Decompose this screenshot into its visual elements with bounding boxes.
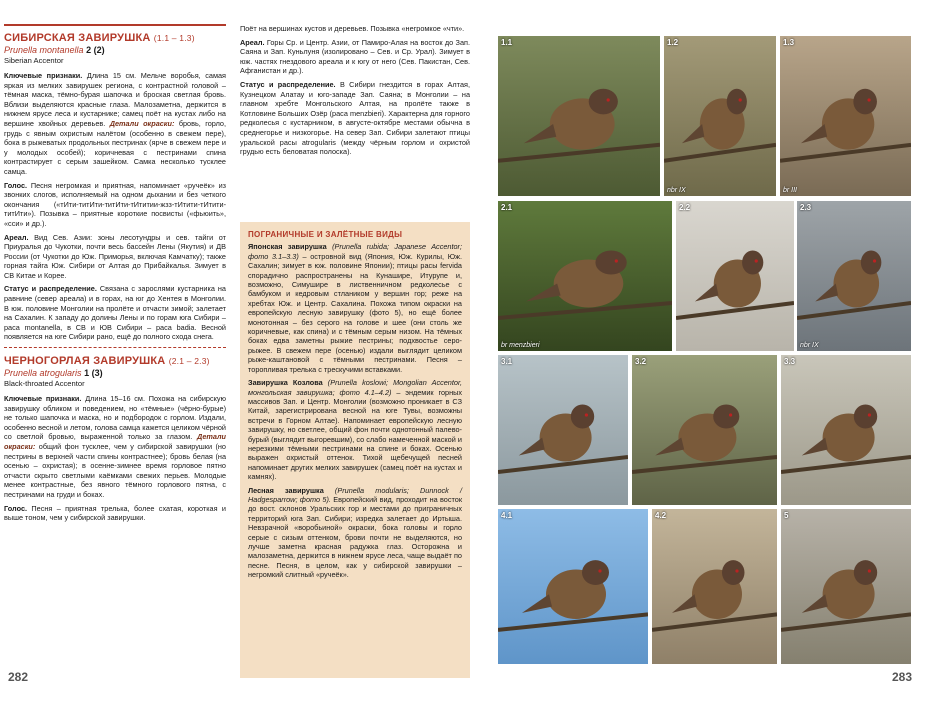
bird-photo — [498, 201, 672, 351]
paragraph-status: Статус и распределение. Связана с зарослями кустарника на равнине (север ареала) и в горах, на юг до Хентея в Монголии. В юж. половине Монголии на пролёте и отчасти зимой; залетает на Сахалин. К западу до долины Лены и по горам юга Сибири – раса montanella, в СВ и ЮВ Сибири – раса badia. Весной появляется на юге Сибири рано, ещё до полного схода снега. — [4, 284, 226, 342]
photo-caption: nbr IX — [800, 342, 819, 349]
bird-photo — [664, 36, 776, 196]
paragraph-status-2: Статус и распределение. В Сибири гнездится в горах Алтая, Кузнецком Алатау и юго-западе Зап. Саяна; в Монголии – на главном хребте Монгольского Алтая, на пролёте также в Котловине Больших Озёр (раса menzbieri). Характерна для горного редколесья с кустарником, в августе-октябре местами обычна в среднегорье и низкогорье. На север Зап. Сибири залетают птицы уральской расы atrogularis (между чёрным горлом и охристой грудью есть беловатая полоска). — [240, 79, 470, 157]
species-english-blackthroated: Black-throated Accentor — [4, 379, 85, 389]
left-text-column — [4, 24, 226, 684]
species-title-blackthroated: ЧЕРНОГОРЛАЯ ЗАВИРУШКА (2.1 – 2.3) — [4, 355, 210, 368]
species-latin-siberian: Prunella montanella 2 (2) — [4, 45, 105, 55]
section-rule — [4, 24, 226, 26]
bird-photo-image — [676, 201, 794, 351]
paragraph-range-2: Ареал. Горы Ср. и Центр. Азии, от Памиро-Алая на восток до Зап. Саяна и Зап. Куньлуня (изолировано – Сев. и Ср. Урал). Зимует в юж. частях гнездового ареала и к югу от него (Сев. Пакистан, Сев. Афганистан и др.). — [240, 37, 470, 76]
bird-photo — [632, 355, 777, 505]
species-latin-blackthroated: Prunella atrogularis 1 (3) — [4, 368, 103, 379]
photo-caption: br III — [783, 187, 798, 194]
species-english-siberian: Siberian Accentor — [4, 56, 64, 65]
bird-photo-image — [664, 36, 776, 196]
bird-photo — [498, 509, 648, 664]
photo-number-label: 1.3 — [783, 38, 795, 47]
photo-number-label: 2.1 — [501, 203, 513, 212]
bird-photo-image — [780, 36, 911, 196]
paragraph-voice: Голос. Песня негромкая и приятная, напоминает «ручеёк» из звонких слогов, исполняемый на одном дыхании и без четкого окончания («тИти-титИти-титИти-тИтитии-жзз-тИтити-тИтити-титИти»). Позывка – приятные короткие посвисты («фьюить», «сси» и др.). — [4, 180, 226, 228]
bird-photo — [780, 36, 911, 196]
photo-number-label: 3.3 — [784, 357, 796, 366]
photo-number-label: 2.3 — [800, 203, 812, 212]
bird-photo — [652, 509, 777, 664]
bird-photo — [498, 36, 660, 196]
species-divider — [4, 347, 226, 348]
border-species-sidebar — [240, 222, 470, 678]
bird-photo-image — [781, 355, 911, 505]
sidebar-kozlov: Завирушка Козлова (Prunella koslowi; Mongolian Accentor, монгольская завирушка; фото 4.1–4.2) – эндемик горных массивов Зап. и Центр. Монголии (возможно проникает в СЗ Китай, зарегистрирована весной на юге Тувы, возможны встречи в Горном Алтае). Напоминает европейскую лесную завирушку, но светлее, общий фон почти однотонный палево-бурый (выглядит выгоревшим), со слабо намеченной маской и нерезкими тёмными пестринами на спине и боках. Осенью выражен охристый оттенок. Тихой щебечущей песней напоминает других мелких завирушек (самец поёт на кустах и камнях). — [248, 378, 462, 482]
sidebar-heading: ПОГРАНИЧНЫЕ И ЗАЛЁТНЫЕ ВИДЫ — [248, 230, 403, 239]
photo-number-label: 2.2 — [679, 203, 691, 212]
bird-photo-image — [498, 509, 648, 664]
bird-photo — [781, 509, 911, 664]
bird-photo-image — [781, 509, 911, 664]
photo-number-label: 3.1 — [501, 357, 513, 366]
bird-photo — [797, 201, 911, 351]
bird-photo-image — [498, 355, 628, 505]
bird-photo-image — [797, 201, 911, 351]
photo-number-label: 4.1 — [501, 511, 513, 520]
bird-photo-image — [498, 36, 660, 196]
paragraph-features: Ключевые признаки. Длина 15 см. Мельче воробья, самая яркая из мелких завирушек региона, с контрастной головой – тёмная маска, тёмно-бурая шапочка и броская светлая бровь. Вблизи выделяются красные глаза. Малозаметна, держится в нижнем ярусе леса и кустарнике; самец поёт на кустах либо на вершине хвойных деревьев. Детали окраски: бровь, горло, грудь с явным охристым налётом (особенно в свежем пере), бока в рыжеватых продольных пестринах (ярче в свежем пере и у молодых особей); коричневая с пестринами спина контрастирует с серым зашейком. Самка несколько тусклее самца. — [4, 71, 226, 176]
photo-number-label: 5 — [784, 511, 789, 520]
photo-number-label: 1.1 — [501, 38, 513, 47]
bird-photo-image — [652, 509, 777, 664]
page-number-right: 283 — [891, 670, 912, 684]
sidebar-japanese: Японская завирушка (Prunella rubida; Japanese Accentor; фото 3.1–3.3) – островной вид (Япония, Юж. Курилы, Юж. Сахалин; зимует в юж. половине Японии); птицы расы fervida спорадично распространены на Кунашире, Итурупе и, возможно, Симушире в лиственничном редколесье с бамбуком и кедровым стлаником у вершин гор; реже на хребтах Юж. и Центр. Сахалина. Похожа типом окраски на европейскую лесную завирушку (фото 5), но ещё более монотонная – без серого на голове и шее (они столь же коричневые, как спина) и с тёмным серым низом. На тёмных боках едва заметны рыжие пестрины; подхвостье серо-рыжее. В свежем пере (осенью) издали выглядит целиком рыже-каштановой с тёмными пестринами. Песня – торопливая трелька с трескучими вставками. — [248, 242, 463, 374]
sidebar-dunnock: Лесная завирушка (Prunella modularis; Dunnock / Hadgesparrow; фото 5). Европейский вид, проходит на восток до вост. склонов Уральских гор и местами до приграничных территорий юга Зап. Сибири; изредка залетает до Иртыша. Невзрачной «воробьиной» окраски, бока головы и горло серые с сизым оттенком, брови почти не выделяются, но лучше заметна красная радужка глаз. Осторожна и малозаметна, держится в нижнем ярусе леса, чаще выдаёт по песне. Песня, в целом, как у сибирской завирушки – негромкий слитный «ручеёк». — [248, 485, 463, 580]
photo-caption: br menzbieri — [501, 342, 540, 349]
paragraph-features-2: Ключевые признаки. Длина 15–16 см. Похожа на сибирскую завирушку обликом и поведением, но «тёмные» (чёрно-бурые) не только шапочка и маска, но и подбородок с горлом. Издали, особенно весной и летом, голова самца кажется целиком чёрной со светлой бровью, выраженной только за глазом. Детали окраски: общий фон тусклее, чем у сибирской завирушки (но пестрины в верхней части спины контрастнее); бровь белая (на осенью – охристая); в осенне-зимнее время горловое пятно отчасти скрыто светлыми каёмками свежих перьев. Молодые менее контрастные, без явного тёмного горлового пятна, с пестринами на груди и боках. — [4, 394, 226, 499]
paragraph-range: Ареал. Вид Сев. Азии: зоны лесотундры и сев. тайги от Приуралья до Чукотки, почти весь бассейн Лены (Якутия) и ДВ России (от Чукотки до Юж. Приморья, включая Камчатку); также горная тайга Юж. Сибири от Алтая до Прибайкалья. Зимует в СВ Китае и Корее. — [4, 232, 226, 280]
bird-photo — [498, 355, 628, 505]
page-number-left: 282 — [8, 670, 29, 684]
paragraph-voice-2: Голос. Песня – приятная трелька, более схатая, короткая и выше тоном, чем у сибирской завирушки. — [4, 503, 226, 523]
photo-number-label: 1.2 — [667, 38, 679, 47]
paragraph-continuation: Поёт на вершинах кустов и деревьев. Позывка «негромкое «чти». — [240, 24, 465, 33]
bird-photo — [781, 355, 911, 505]
photo-number-label: 4.2 — [655, 511, 667, 520]
photo-caption: nbr IX — [667, 187, 686, 194]
species-title-siberian: СИБИРСКАЯ ЗАВИРУШКА (1.1 – 1.3) — [4, 32, 195, 44]
bird-photo — [676, 201, 794, 351]
bird-photo-image — [632, 355, 777, 505]
photo-number-label: 3.2 — [635, 357, 647, 366]
bird-photo-image — [498, 201, 672, 351]
